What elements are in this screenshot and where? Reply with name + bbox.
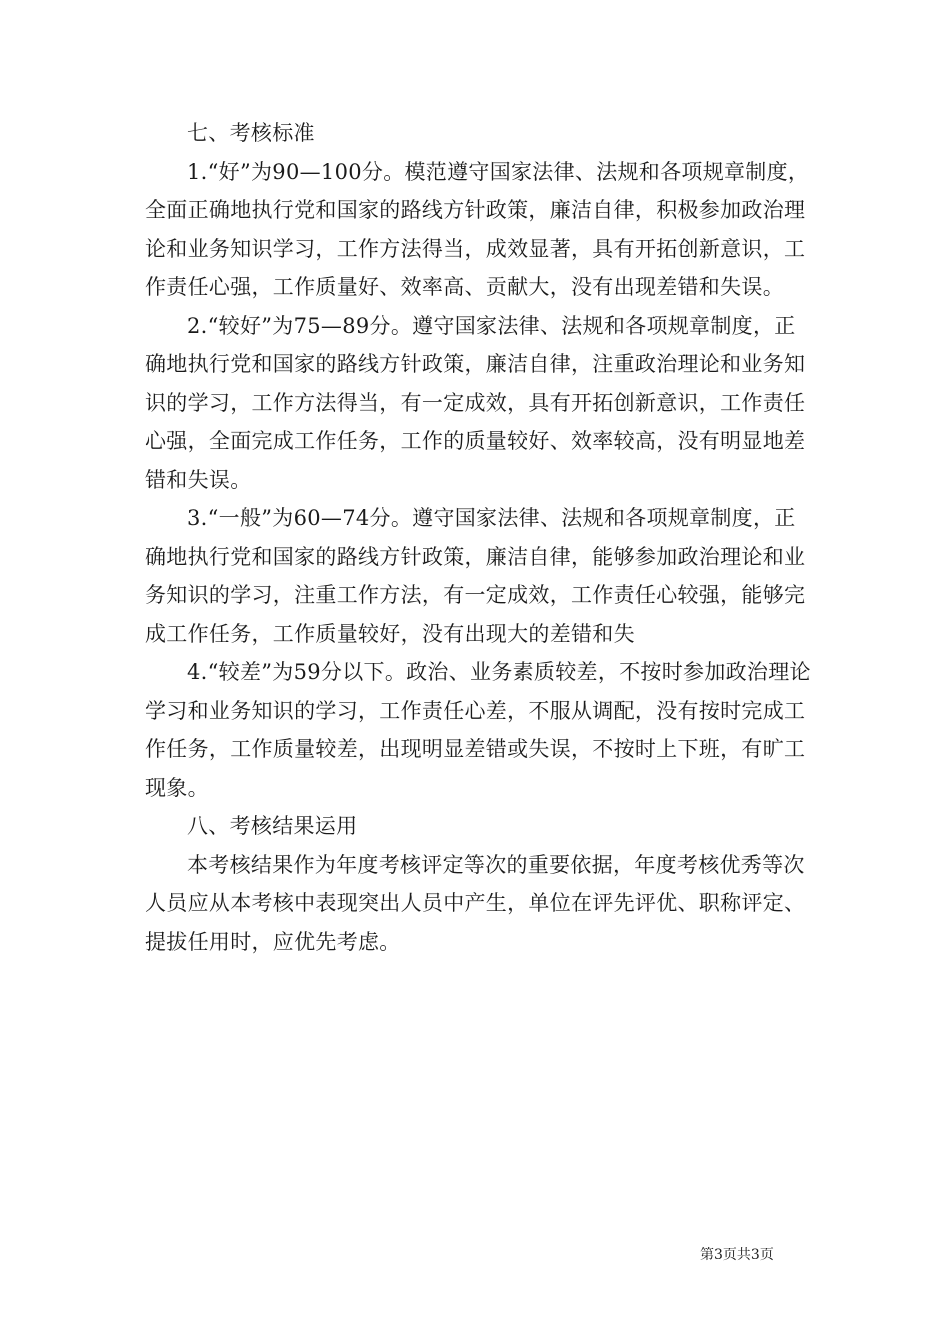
paragraph-fairly-good: 2.“较好”为75—89分。遵守国家法律、法规和各项规章制度，正确地执行党和国家的路线方针政策，廉洁自律，注重政治理论和业务知识的学习，工作方法得当，有一定成效，具有开拓创新意识，工作责任心强，全面完成工作任务，工作的质量较好、效率较高，没有明显地差错和失误。 [145, 313, 806, 492]
document-body [145, 114, 815, 961]
paragraph-poor: 4.“较差”为59分以下。政治、业务素质较差，不按时参加政治理论学习和业务知识的学习，工作责任心差，不服从调配，没有按时完成工作任务，工作质量较差，出现明显差错或失误，不按时上下班，有旷工现象。 [145, 660, 811, 800]
page-number-footer: 第3页共3页 [700, 1247, 774, 1263]
section-heading-standards: 七、考核标准 [187, 121, 315, 145]
paragraph-results-usage: 本考核结果作为年度考核评定等次的重要依据，年度考核优秀等次人员应从本考核中表现突出人员中产生，单位在评先评优、职称评定、提拔任用时，应优先考虑。 [145, 852, 806, 954]
paragraph-average: 3.“一般”为60—74分。遵守国家法律、法规和各项规章制度，正确地执行党和国家的路线方针政策，廉洁自律，能够参加政治理论和业务知识的学习，注重工作方法，有一定成效，工作责任心较强，能够完成工作任务，工作质量较好，没有出现大的差错和失 [145, 506, 806, 646]
section-heading-results: 八、考核结果运用 [187, 814, 358, 838]
paragraph-good: 1.“好”为90—100分。模范遵守国家法律、法规和各项规章制度，全面正确地执行党和国家的路线方针政策，廉洁自律，积极参加政治理论和业务知识学习，工作方法得当，成效显著，具有开拓创新意识，工作责任心强，工作质量好、效率高、贡献大，没有出现差错和失误。 [145, 159, 810, 299]
